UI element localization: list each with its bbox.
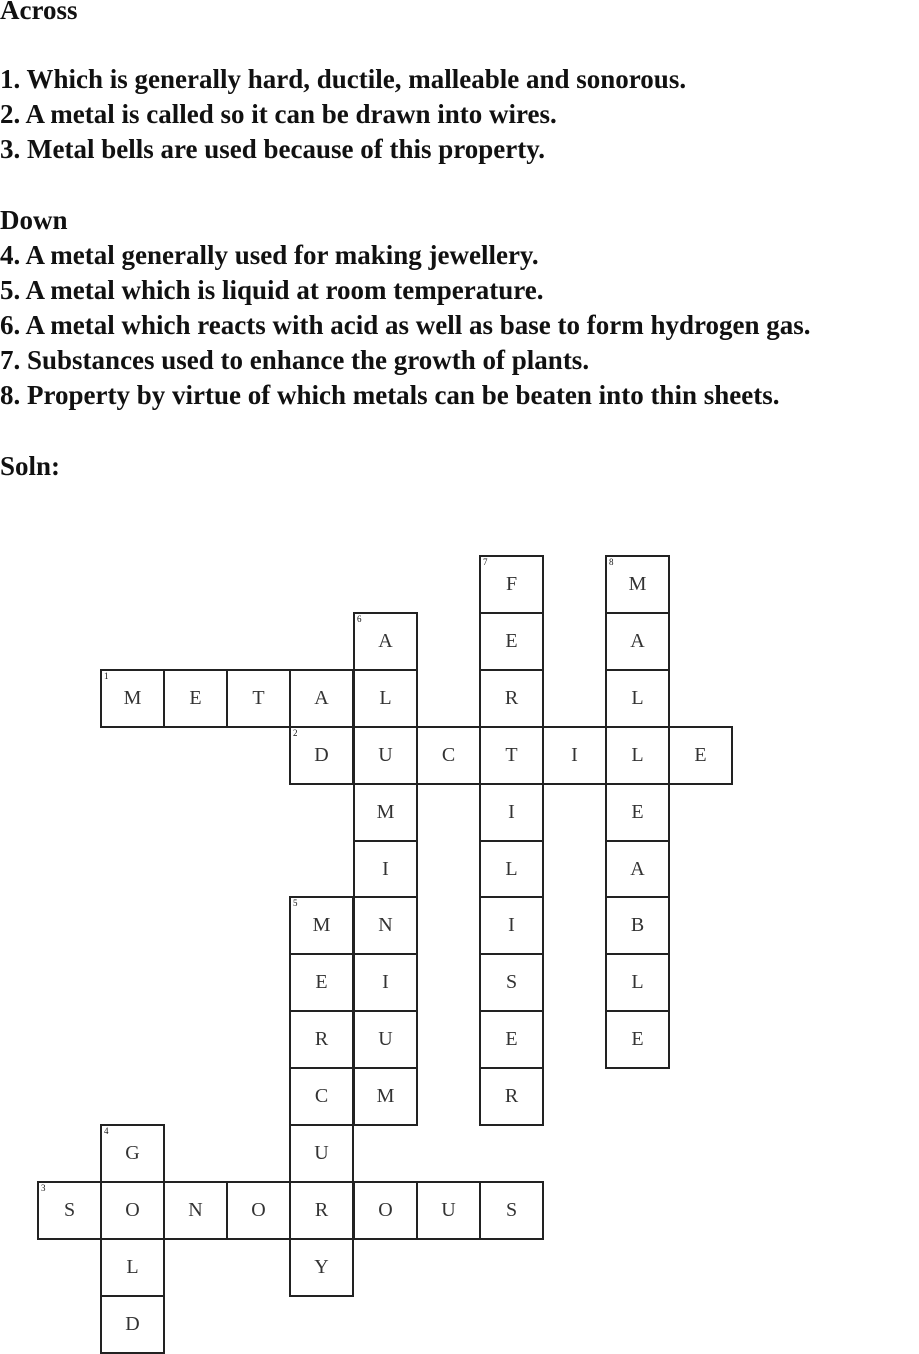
crossword-cell	[542, 726, 607, 785]
cell-letter: I	[382, 971, 389, 993]
cell-letter: E	[694, 744, 707, 766]
clue-number: 4	[104, 1126, 109, 1136]
crossword-cell	[353, 783, 418, 842]
crossword-cell	[353, 1067, 418, 1126]
crossword-cell	[289, 1067, 354, 1126]
crossword-cell	[479, 953, 544, 1012]
cell-letter: O	[378, 1199, 393, 1221]
cell-letter: D	[125, 1313, 140, 1335]
crossword-cell	[289, 953, 354, 1012]
crossword-cell	[353, 669, 418, 728]
crossword-cell	[289, 1124, 354, 1183]
crossword-cell	[289, 1181, 354, 1240]
crossword-cell	[479, 669, 544, 728]
cell-letter: A	[378, 630, 393, 652]
cell-letter: L	[379, 687, 392, 709]
crossword-cell	[289, 1238, 354, 1297]
crossword-cell	[353, 896, 418, 955]
cell-letter: G	[125, 1142, 140, 1164]
crossword-cell	[479, 896, 544, 955]
down-heading: Down	[0, 205, 68, 235]
crossword-cell	[479, 1010, 544, 1069]
across-clue-3: 3. Metal bells are used because of this property.	[0, 134, 545, 164]
cell-letter: L	[126, 1256, 139, 1278]
cell-letter: E	[315, 971, 328, 993]
clue-number: 5	[293, 898, 298, 908]
cell-letter: T	[505, 744, 518, 766]
crossword-cell	[100, 669, 165, 728]
cell-letter: Y	[314, 1256, 329, 1278]
crossword-cell	[289, 669, 354, 728]
clue-number: 3	[41, 1183, 46, 1193]
crossword-cell	[605, 669, 670, 728]
cell-letter: M	[123, 687, 142, 709]
crossword-cell	[353, 953, 418, 1012]
cell-letter: C	[314, 1085, 329, 1107]
cell-letter: S	[505, 971, 518, 993]
cell-letter: L	[505, 858, 518, 880]
cell-letter: E	[189, 687, 202, 709]
down-clue-7: 7. Substances used to enhance the growth of plants.	[0, 345, 590, 375]
crossword-cell	[353, 840, 418, 899]
crossword-cell	[226, 1181, 291, 1240]
crossword-cell	[226, 669, 291, 728]
crossword-cell	[605, 783, 670, 842]
cell-letter: L	[631, 971, 644, 993]
crossword-cell	[605, 896, 670, 955]
crossword-cell	[479, 555, 544, 614]
cell-letter: M	[376, 801, 395, 823]
cell-letter: R	[504, 1085, 519, 1107]
cell-letter: B	[630, 914, 645, 936]
crossword-cell	[605, 555, 670, 614]
down-clue-6: 6. A metal which reacts with acid as well as base to form hydrogen gas.	[0, 310, 811, 340]
cell-letter: O	[125, 1199, 140, 1221]
crossword-cell	[479, 783, 544, 842]
crossword-cell	[353, 612, 418, 671]
cell-letter: M	[628, 573, 647, 595]
clue-number: 8	[609, 557, 614, 567]
cell-letter: E	[631, 1028, 644, 1050]
crossword-cell	[479, 726, 544, 785]
cell-letter: E	[505, 630, 518, 652]
across-clue-2: 2. A metal is called so it can be drawn into wires.	[0, 99, 557, 129]
cell-letter: A	[630, 858, 645, 880]
cell-letter: R	[504, 687, 519, 709]
crossword-cell	[353, 726, 418, 785]
cell-letter: S	[505, 1199, 518, 1221]
crossword-cell	[353, 1181, 418, 1240]
cell-letter: A	[314, 687, 329, 709]
cell-letter: R	[314, 1199, 329, 1221]
cell-letter: E	[631, 801, 644, 823]
crossword-cell	[100, 1124, 165, 1183]
crossword-cell	[605, 1010, 670, 1069]
cell-letter: L	[631, 744, 644, 766]
cell-letter: L	[631, 687, 644, 709]
crossword-cell	[163, 1181, 228, 1240]
solution-label: Soln:	[0, 451, 61, 481]
cell-letter: A	[630, 630, 645, 652]
crossword-cell	[605, 726, 670, 785]
cell-letter: O	[251, 1199, 266, 1221]
across-clue-1: 1. Which is generally hard, ductile, malleable and sonorous.	[0, 64, 687, 94]
crossword-cell	[289, 896, 354, 955]
crossword-cell	[479, 612, 544, 671]
crossword-cell	[289, 726, 354, 785]
cell-letter: R	[314, 1028, 329, 1050]
clue-number: 6	[357, 614, 362, 624]
clue-number: 1	[104, 671, 109, 681]
down-clue-4: 4. A metal generally used for making jewellery.	[0, 240, 539, 270]
clue-number: 7	[483, 557, 488, 567]
cell-letter: S	[63, 1199, 76, 1221]
cell-letter: I	[508, 801, 515, 823]
crossword-cell	[163, 669, 228, 728]
crossword-cell	[37, 1181, 102, 1240]
crossword-cell	[605, 953, 670, 1012]
crossword-cell	[100, 1181, 165, 1240]
cell-letter: T	[252, 687, 265, 709]
cell-letter: U	[314, 1142, 329, 1164]
cell-letter: I	[571, 744, 578, 766]
down-clue-8: 8. Property by virtue of which metals can be beaten into thin sheets.	[0, 380, 780, 410]
crossword-cell	[605, 840, 670, 899]
crossword-cell	[353, 1010, 418, 1069]
crossword-cell	[605, 612, 670, 671]
cell-letter: N	[378, 914, 393, 936]
cell-letter: M	[376, 1085, 395, 1107]
cell-letter: U	[378, 1028, 393, 1050]
cell-letter: I	[508, 914, 515, 936]
cell-letter: U	[441, 1199, 456, 1221]
clue-number: 2	[293, 728, 298, 738]
down-clue-5: 5. A metal which is liquid at room temperature.	[0, 275, 544, 305]
crossword-cell	[479, 1067, 544, 1126]
crossword-cell	[668, 726, 733, 785]
cell-letter: U	[378, 744, 393, 766]
cell-letter: E	[505, 1028, 518, 1050]
crossword-cell	[289, 1010, 354, 1069]
cell-letter: M	[312, 914, 331, 936]
crossword-cell	[416, 1181, 481, 1240]
crossword-cell	[416, 726, 481, 785]
cell-letter: D	[314, 744, 329, 766]
across-heading: Across	[0, 0, 78, 25]
cell-letter: I	[382, 858, 389, 880]
cell-letter: C	[441, 744, 456, 766]
cell-letter: F	[505, 573, 518, 595]
crossword-cell	[479, 1181, 544, 1240]
cell-letter: N	[188, 1199, 203, 1221]
crossword-cell	[100, 1238, 165, 1297]
crossword-cell	[100, 1295, 165, 1354]
crossword-cell	[479, 840, 544, 899]
